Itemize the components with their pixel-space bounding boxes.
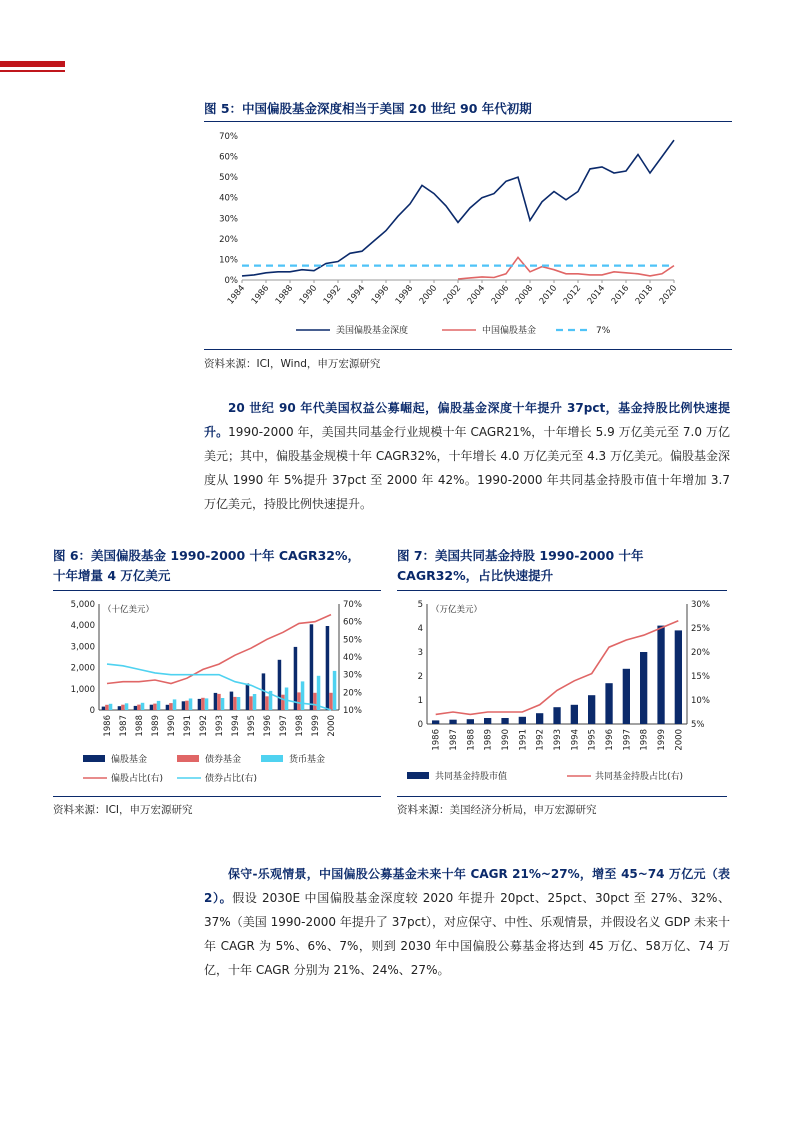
- y-left-tick-label: 1: [417, 696, 423, 706]
- bar-2: [333, 671, 337, 710]
- bar-0: [536, 713, 543, 724]
- bar-1: [281, 695, 285, 710]
- bar-0: [198, 699, 202, 710]
- bar-2: [253, 694, 256, 710]
- legend-label: 中国偏股基金: [482, 326, 537, 336]
- bar-1: [329, 693, 333, 710]
- x-tick-label: 1991: [183, 715, 193, 737]
- x-tick-label: 2002: [441, 283, 464, 307]
- legend-label: 美国偏股基金深度: [336, 326, 409, 336]
- figure6-title-line1: 图 6：美国偏股基金 1990-2000 十年 CAGR32%，: [53, 548, 361, 563]
- bar-0: [118, 706, 122, 710]
- y-left-tick-label: 3: [417, 648, 423, 658]
- legend-label: 7%: [596, 326, 611, 336]
- bar-2: [157, 701, 161, 710]
- paragraph-2: [204, 862, 730, 982]
- y-right-tick-label: 5%: [691, 720, 705, 730]
- bar-0: [182, 701, 186, 710]
- bar-0: [134, 706, 138, 710]
- bar-1: [233, 697, 237, 710]
- header-accent-line: [0, 70, 65, 72]
- y-right-tick-label: 60%: [343, 617, 362, 628]
- bar-0: [623, 669, 630, 724]
- x-tick-label: 1986: [431, 729, 442, 751]
- series-line-1: [458, 257, 674, 279]
- bar-2: [301, 681, 305, 710]
- x-tick-label: 1987: [119, 715, 129, 737]
- bar-2: [173, 699, 177, 710]
- x-tick-label: 1984: [225, 283, 248, 307]
- x-tick-label: 2000: [417, 283, 440, 307]
- figure5-source: 资料来源：ICI，Wind，申万宏源研究: [204, 358, 381, 370]
- bar-1: [153, 704, 157, 710]
- x-tick-label: 2016: [609, 283, 632, 307]
- y-right-tick-label: 50%: [343, 635, 362, 646]
- y-tick-label: 0%: [224, 276, 238, 286]
- figure7-title-line2: CAGR32%，占比快速提升: [397, 568, 554, 583]
- x-tick-label: 1998: [639, 729, 650, 751]
- bar-1: [121, 705, 125, 710]
- x-tick-label: 1994: [570, 729, 581, 751]
- bar-2: [237, 697, 241, 710]
- figure6-chart: [53, 594, 381, 794]
- y-right-tick-label: 70%: [343, 600, 362, 610]
- y-left-tick-label: 5,000: [70, 600, 95, 610]
- bar-2: [221, 698, 225, 710]
- legend-swatch: [407, 772, 429, 779]
- x-tick-label: 1990: [297, 283, 320, 307]
- bar-2: [205, 698, 209, 710]
- y-left-tick-label: 2,000: [70, 663, 95, 674]
- y-tick-label: 70%: [219, 132, 238, 142]
- figure5-chart: [204, 124, 732, 344]
- figure7-bottom-rule: [397, 796, 727, 797]
- legend-label: 偏股基金: [111, 755, 148, 765]
- x-tick-label: 1993: [215, 715, 225, 737]
- y-left-tick-label: 4,000: [70, 621, 95, 632]
- figure7-chart: [397, 594, 727, 794]
- y-right-tick-label: 15%: [691, 672, 710, 682]
- y-left-tick-label: 2: [417, 672, 423, 682]
- y-left-tick-label: 4: [417, 624, 423, 634]
- x-tick-label: 1993: [553, 729, 563, 751]
- legend-label: 共同基金持股占比(右): [595, 772, 684, 782]
- paragraph-2-body: 假设 2030E 中国偏股基金深度较 2020 年提升 20pct、25pct、30pct 至 27%、32%、37%（美国 1990-2000 年提升了 37pct），对应保守、中性、乐观情景，并假设名义 GDP 未来十年 CAGR 为 5%、6%、7%，则到 2030 年中国偏股公募基金将达到 45 万亿、58万亿、74 万亿，十年 CAGR 分别为 21%、24%、27%。: [204, 891, 730, 977]
- figure7-source: 资料来源：美国经济分析局，申万宏源研究: [397, 804, 597, 816]
- x-tick-label: 1988: [273, 283, 296, 307]
- bar-0: [467, 719, 474, 724]
- x-tick-label: 2020: [657, 283, 680, 307]
- x-tick-label: 1995: [587, 729, 598, 751]
- y-tick-label: 40%: [219, 193, 238, 204]
- x-tick-label: 1991: [518, 729, 529, 751]
- x-tick-label: 1990: [167, 715, 177, 737]
- bar-1: [249, 696, 253, 710]
- bar-0: [166, 705, 170, 710]
- series-line-0: [242, 140, 674, 276]
- x-tick-label: 1998: [295, 715, 305, 737]
- y-right-tick-label: 20%: [691, 648, 710, 658]
- x-tick-label: 1989: [151, 715, 161, 737]
- x-tick-label: 1992: [199, 715, 209, 737]
- x-tick-label: 2004: [465, 283, 488, 307]
- x-tick-label: 1996: [263, 715, 273, 737]
- bar-1: [313, 693, 317, 710]
- bar-1: [169, 703, 173, 710]
- y-right-tick-label: 25%: [691, 624, 710, 634]
- x-tick-label: 1987: [449, 729, 459, 751]
- figure6-top-rule: [53, 590, 381, 591]
- x-tick-label: 1999: [311, 715, 321, 737]
- legend-label: 共同基金持股市值: [435, 772, 508, 782]
- bar-0: [432, 720, 439, 724]
- x-tick-label: 1989: [483, 729, 494, 751]
- bar-1: [185, 701, 189, 710]
- unit-label: （万亿美元）: [431, 605, 483, 615]
- legend-label: 债券占比(右): [205, 774, 258, 784]
- figure6-title-line2: 十年增量 4 万亿美元: [53, 568, 171, 583]
- x-tick-label: 1996: [605, 729, 615, 751]
- x-tick-label: 2000: [327, 715, 337, 737]
- bar-0: [501, 718, 508, 724]
- x-tick-label: 1988: [466, 729, 477, 751]
- bar-0: [484, 718, 491, 724]
- x-tick-label: 1998: [393, 283, 416, 307]
- bar-2: [141, 703, 145, 710]
- x-tick-label: 1999: [657, 729, 667, 751]
- bar-1: [265, 696, 269, 710]
- figure5-bottom-rule: [204, 349, 732, 350]
- y-tick-label: 30%: [219, 214, 238, 225]
- bar-0: [519, 717, 526, 724]
- bar-1: [137, 705, 141, 710]
- bar-1: [201, 698, 205, 710]
- bar-2: [189, 699, 193, 711]
- unit-label: （十亿美元）: [103, 605, 155, 615]
- bar-0: [657, 626, 664, 724]
- x-tick-label: 2014: [585, 283, 608, 307]
- x-tick-label: 2006: [489, 283, 512, 307]
- legend-label: 货币基金: [289, 755, 326, 765]
- bar-2: [285, 688, 289, 711]
- bar-0: [449, 720, 456, 724]
- x-tick-label: 1992: [535, 729, 546, 751]
- bar-0: [640, 652, 647, 724]
- figure6-source: 资料来源：ICI，申万宏源研究: [53, 804, 193, 816]
- x-tick-label: 1996: [369, 283, 392, 307]
- bar-0: [278, 660, 282, 710]
- legend-swatch: [83, 755, 105, 762]
- x-tick-label: 1986: [249, 283, 272, 307]
- y-left-tick-label: 3,000: [70, 642, 95, 653]
- y-right-tick-label: 10%: [691, 696, 710, 706]
- y-tick-label: 10%: [219, 255, 238, 266]
- bar-0: [675, 630, 682, 724]
- x-tick-label: 1994: [231, 715, 241, 737]
- y-tick-label: 50%: [219, 173, 238, 184]
- bar-2: [109, 704, 113, 710]
- bar-0: [246, 684, 250, 711]
- paragraph-1: [204, 396, 730, 516]
- y-right-tick-label: 10%: [343, 706, 362, 716]
- legend-swatch: [177, 755, 199, 762]
- bar-0: [605, 683, 612, 724]
- x-tick-label: 1997: [622, 729, 633, 751]
- x-tick-label: 1990: [501, 729, 511, 751]
- bar-0: [150, 705, 154, 710]
- bar-0: [310, 624, 314, 710]
- figure7-title: [397, 546, 727, 586]
- x-tick-label: 1986: [103, 715, 113, 737]
- bar-0: [553, 707, 560, 724]
- x-tick-label: 1995: [247, 715, 257, 737]
- header-accent-bar: [0, 61, 65, 67]
- y-right-tick-label: 30%: [343, 670, 362, 681]
- y-right-tick-label: 20%: [343, 688, 362, 699]
- paragraph-1-lead: 20 世纪 90 年代美国权益公募崛起，偏股基金深度十年提升 37pct，基金持股比例快速提升。: [204, 401, 730, 439]
- figure5-title: 图 5：中国偏股基金深度相当于美国 20 世纪 90 年代初期: [204, 101, 532, 116]
- y-left-tick-label: 0: [89, 706, 95, 716]
- legend-swatch: [261, 755, 283, 762]
- paragraph-2-lead: 保守-乐观情景，中国偏股公募基金未来十年 CAGR 21%~27%，增至 45~74 万亿元（表 2）。: [204, 867, 730, 905]
- paragraph-1-body: 1990-2000 年，美国共同基金行业规模十年 CAGR21%，十年增长 5.9 万亿美元至 7.0 万亿美元；其中，偏股基金规模十年 CAGR32%，十年增长 4.0 万亿美元至 4.3 万亿美元。偏股基金深度从 1990 年 5%提升 37pct 至 2000 年 42%。1990-2000 年共同基金持股市值十年增加 3.7 万亿美元，持股比例快速提升。: [204, 425, 730, 511]
- x-tick-label: 2010: [537, 283, 560, 307]
- y-right-tick-label: 40%: [343, 653, 362, 663]
- y-left-tick-label: 0: [417, 720, 423, 730]
- figure6-title: [53, 546, 383, 586]
- x-tick-label: 2008: [513, 283, 536, 307]
- bar-0: [571, 705, 578, 724]
- x-tick-label: 2000: [674, 729, 685, 751]
- y-left-tick-label: 5: [417, 600, 423, 610]
- bar-1: [217, 694, 221, 710]
- y-tick-label: 60%: [219, 152, 238, 163]
- y-left-tick-label: 1,000: [70, 684, 95, 695]
- legend-label: 偏股占比(右): [111, 774, 164, 784]
- bar-0: [230, 692, 234, 710]
- x-tick-label: 1988: [135, 715, 145, 737]
- figure5-top-rule: [204, 121, 732, 122]
- y-right-tick-label: 30%: [691, 600, 710, 610]
- line-series-0: [107, 615, 331, 684]
- x-tick-label: 2012: [561, 283, 584, 307]
- x-tick-label: 1997: [279, 715, 289, 737]
- figure7-top-rule: [397, 590, 727, 591]
- bar-0: [102, 707, 106, 710]
- bar-0: [294, 647, 298, 710]
- bar-2: [125, 703, 129, 710]
- bar-0: [326, 626, 330, 710]
- y-tick-label: 20%: [219, 234, 238, 245]
- bar-1: [105, 705, 109, 710]
- x-tick-label: 1992: [321, 283, 344, 307]
- legend-label: 债券基金: [205, 755, 242, 765]
- bar-0: [588, 695, 595, 724]
- figure7-title-line1: 图 7：美国共同基金持股 1990-2000 十年: [397, 548, 644, 563]
- bar-0: [214, 693, 218, 710]
- bar-1: [297, 692, 301, 710]
- figure6-bottom-rule: [53, 796, 381, 797]
- x-tick-label: 2018: [633, 283, 656, 307]
- x-tick-label: 1994: [345, 283, 368, 307]
